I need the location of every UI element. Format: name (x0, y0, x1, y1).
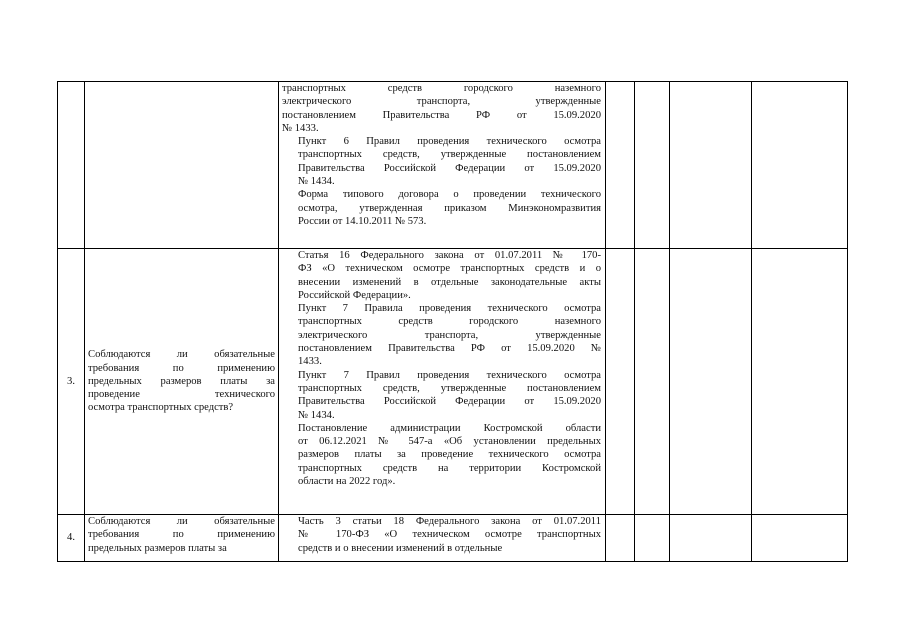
text-line: ФЗ «О техническом осмотре транспортных средств и о (298, 263, 601, 275)
text-line: от 06.12.2021 № 547-а «Об установлении предельных (298, 436, 601, 448)
text-line: предельных размеров платы за (88, 375, 275, 387)
text-line: осмотра транспортных средств? (88, 402, 234, 414)
text-line: транспортных средств городского наземного (298, 316, 601, 328)
text-line: области на 2022 год». (298, 476, 396, 488)
text-line: № 1434. (298, 409, 335, 421)
text-line: Форма типового договора о проведении технического (298, 189, 601, 201)
table-row (58, 249, 848, 515)
legal-reference-paragraph (282, 249, 601, 302)
empty-cell (670, 249, 752, 515)
empty-cell (670, 515, 752, 562)
empty-cell (752, 82, 848, 249)
text-line: размеров платы за проведение технического осмотра (298, 449, 601, 461)
legal-reference-paragraph (282, 422, 601, 488)
text-line: предельных размеров платы за (88, 542, 227, 554)
text-line: постановлением Правительства РФ от 15.09.2020 (282, 109, 601, 121)
text-line: внесении изменений в отдельные законодательные акты (298, 276, 601, 288)
references-cell (279, 249, 606, 515)
text-line: транспортных средств городского наземного (282, 83, 601, 94)
table-row (58, 82, 848, 249)
text-line: электрического транспорта, утвержденные (282, 96, 601, 108)
empty-cell (606, 249, 635, 515)
row-number-cell (58, 82, 85, 249)
empty-cell (670, 82, 752, 249)
text-line: транспортных средств, утвержденные постановлением (298, 149, 601, 161)
text-line: требования по применению (88, 529, 275, 541)
question-text (88, 515, 275, 555)
row-number-cell: 3. (58, 249, 85, 515)
legal-reference-paragraph (282, 515, 601, 555)
text-line: Соблюдаются ли обязательные (88, 349, 275, 361)
text-line: России от 14.10.2011 № 573. (298, 215, 427, 227)
references-cell (279, 82, 606, 249)
text-line: осмотра, утвержденная приказом Минэкономразвития (298, 202, 601, 214)
text-line: Правительства Российской Федерации от 15.09.2020 (298, 396, 601, 408)
text-line: Постановление администрации Костромской области (298, 422, 601, 434)
text-line: Часть 3 статьи 18 Федерального закона от 01.07.2011 (298, 516, 601, 527)
text-line: Пункт 7 Правил проведения технического осмотра (298, 369, 601, 381)
legal-reference-paragraph (282, 188, 601, 228)
legal-reference-paragraph (282, 369, 601, 422)
empty-cell (752, 515, 848, 562)
table-row (58, 515, 848, 562)
empty-cell (635, 82, 670, 249)
text-line: Российской Федерации». (298, 289, 411, 301)
text-line: Статья 16 Федерального закона от 01.07.2011 № 170- (298, 250, 601, 261)
question-cell (85, 82, 279, 249)
empty-cell (635, 515, 670, 562)
text-line: Пункт 7 Правила проведения технического осмотра (298, 303, 601, 315)
text-line: Соблюдаются ли обязательные (88, 516, 275, 527)
text-line: постановлением Правительства РФ от 15.09.2020 № (298, 343, 601, 355)
text-line: Правительства Российской Федерации от 15.09.2020 (298, 162, 601, 174)
text-line: № 1433. (282, 122, 319, 134)
empty-cell (752, 249, 848, 515)
text-line: 1433. (298, 356, 322, 368)
empty-cell (606, 82, 635, 249)
legal-reference-paragraph (282, 82, 601, 135)
question-cell (85, 249, 279, 515)
text-line: № 170-ФЗ «О техническом осмотре транспортных (298, 529, 601, 541)
legal-reference-paragraph (282, 302, 601, 368)
row-number-cell: 4. (58, 515, 85, 562)
text-line: проведение технического (88, 389, 275, 401)
empty-cell (606, 515, 635, 562)
text-line: средств и о внесении изменений в отдельные (298, 542, 503, 554)
checklist-table (57, 81, 848, 562)
text-line: транспортных средств, утвержденные постановлением (298, 382, 601, 394)
empty-cell (635, 249, 670, 515)
text-line: № 1434. (298, 176, 335, 188)
question-text (88, 348, 275, 414)
references-cell (279, 515, 606, 562)
text-line: транспортных средств на территории Костромской (298, 462, 601, 474)
text-line: требования по применению (88, 362, 275, 374)
text-line: Пункт 6 Правил проведения технического осмотра (298, 136, 601, 148)
legal-reference-paragraph (282, 135, 601, 188)
question-cell (85, 515, 279, 562)
text-line: электрического транспорта, утвержденные (298, 329, 601, 341)
